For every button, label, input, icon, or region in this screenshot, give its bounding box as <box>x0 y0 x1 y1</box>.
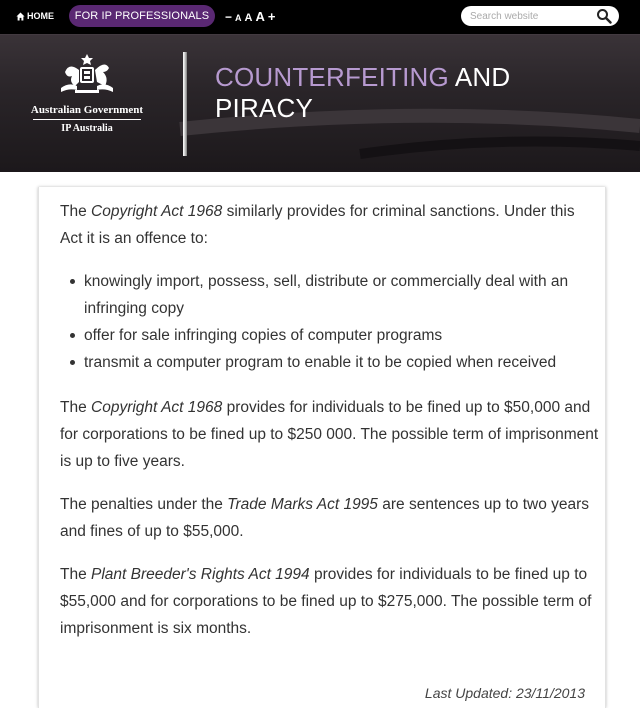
act-name: Copyright Act 1968 <box>91 203 223 220</box>
agency-name: IP Australia <box>61 123 113 134</box>
text: are sentences up to two years and fines of up to $55,000. <box>60 496 590 540</box>
last-updated-date: Last Updated: 23/11/2013 <box>424 685 585 701</box>
list-item: offer for sale infringing copies of computer programs <box>84 322 600 349</box>
page-title-part-2: PIRACY <box>215 93 314 123</box>
ip-professionals-button[interactable]: FOR IP PROFESSIONALS <box>69 5 215 27</box>
paragraph-copyright-offences <box>60 198 600 252</box>
text-size-small-button[interactable]: A <box>235 13 242 23</box>
logo-divider <box>33 119 141 120</box>
government-logo[interactable] <box>22 52 152 164</box>
list-item: knowingly import, possess, sell, distribute or commercially deal with an infringing copy <box>84 268 600 322</box>
paragraph-trade-marks-penalties <box>60 491 600 545</box>
text-size-large-button[interactable]: A <box>255 9 265 24</box>
header-banner <box>0 34 640 172</box>
banner-divider <box>183 52 187 156</box>
article-body <box>60 198 600 658</box>
act-name: Copyright Act 1968 <box>91 399 223 416</box>
text: The <box>60 566 92 583</box>
text: The <box>60 203 92 220</box>
top-navigation-bar <box>0 0 640 34</box>
text-size-medium-button[interactable]: A <box>244 12 253 24</box>
search-box <box>461 6 619 26</box>
act-name: Trade Marks Act 1995 <box>227 496 378 513</box>
text: The penalties under the <box>60 496 228 513</box>
search-input[interactable] <box>470 8 590 24</box>
content-panel <box>38 187 606 708</box>
text-size-increase-button[interactable]: + <box>267 9 276 24</box>
text-size-decrease-button[interactable]: − <box>225 10 233 24</box>
paragraph-copyright-penalties <box>60 394 600 475</box>
text-size-controls <box>225 9 275 24</box>
home-icon <box>16 12 25 21</box>
page-title-part-1: AND <box>448 62 511 92</box>
page-title <box>215 62 615 124</box>
paragraph-plant-breeders-penalties <box>60 561 600 642</box>
page-title-accent: COUNTERFEITING <box>215 62 449 92</box>
home-label: HOME <box>27 11 54 21</box>
text: provides for individuals to be fined up to $50,000 and for corporations to be fined up to $250 000. The possible term of imprisonment is up to five years. <box>60 399 599 470</box>
coat-of-arms-icon <box>55 52 119 100</box>
text: The <box>60 399 92 416</box>
search-icon[interactable] <box>596 8 612 24</box>
list-item: transmit a computer program to enable it to be copied when received <box>84 349 600 376</box>
home-link[interactable] <box>16 11 54 21</box>
government-name: Australian Government <box>30 104 144 116</box>
act-name: Plant Breeder's Rights Act 1994 <box>91 566 310 583</box>
text: provides for individuals to be fined up to $55,000 and for corporations to be fined up to $275,000. The possible term of imprisonment is six months. <box>60 566 592 637</box>
offence-list <box>60 268 600 376</box>
text: similarly provides for criminal sanctions. Under this Act it is an offence to: <box>60 203 575 247</box>
